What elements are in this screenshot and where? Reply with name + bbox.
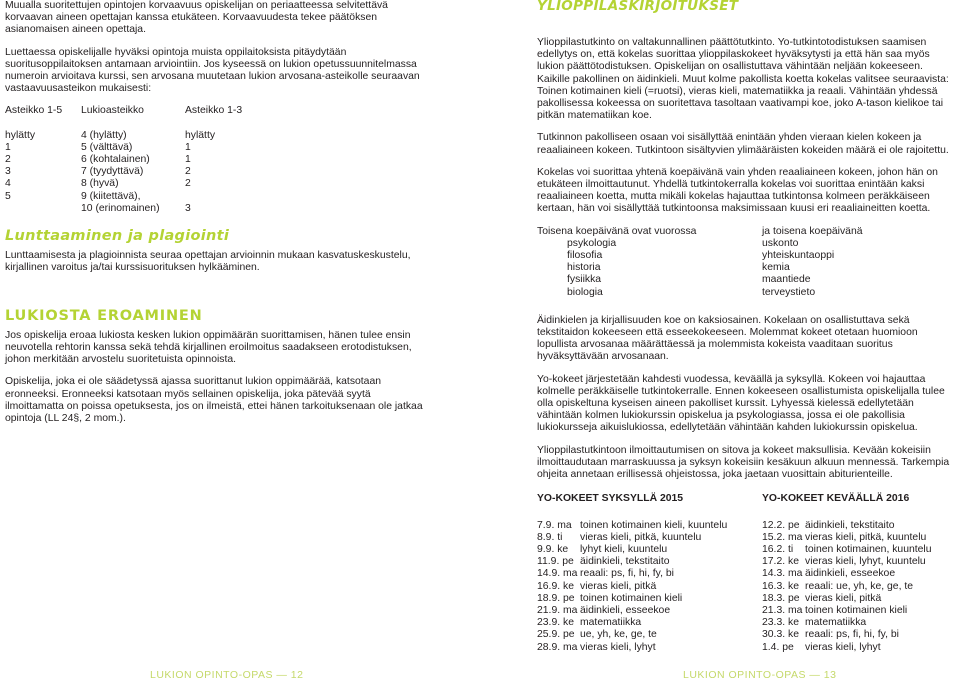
autumn-exam-row-cell: 9.9. ke [537, 543, 569, 555]
spring-exam-row-cell: matematiikka [805, 617, 867, 629]
subject-indent [537, 238, 567, 250]
autumn-exam-row [537, 642, 727, 654]
spring-exam-row [762, 556, 932, 568]
autumn-exam-row [537, 556, 727, 568]
autumn-exam-row-cell: toinen kotimainen kieli [580, 592, 683, 604]
grade-row [5, 154, 242, 166]
matriculation-paragraph-1: Ylioppilastutkinto on valtakunnallinen päättötutkinto. Yo-tutkintotodistuksen saamisen edellytys on, että kokelas suorittaa ylioppilaskokeet hyväksytysti ja että hän saa myös lukion päättötodistuksen. Opiskelijan on osallistuttava vähintään neljään kokeeseen. Kaikille pakollinen on äidinkieli. Muut kolme pakollista koetta kokelas valitsee seuraavista: Toinen kotimainen kieli (=ruotsi), vieras kieli, matematiikka ja reaali. Vähintään yhdessä pakollisessa kokeessa on suoritettava tasoltaan vaativampi koe, joko A-tason kielikoe tai pitkän matematiikan koe. [537, 37, 949, 122]
grade-row-cell: 9 (kiitettävä), [81, 190, 141, 202]
autumn-exam-row-cell: 23.9. ke [537, 617, 574, 629]
grade-row [5, 203, 242, 215]
autumn-exam-row-cell: äidinkieli, esseekoe [580, 604, 671, 616]
autumn-exam-row-cell: 11.9. pe [537, 556, 574, 568]
resign-paragraph-2: Opiskelija, joka ei ole säädetyssä ajassa suorittanut lukion oppimäärää, katsotaan eronneeksi. Eronneeksi katsotaan myös sellainen opiskelija, joka pätevää syytä ilmoittamatta on poissa opetuksesta, jos on ilmeistä, ettei hänen tarkoituksenaan ole jatkaa opintoja (LL 24§, 2 mom.). [5, 376, 423, 425]
subject-row [537, 287, 863, 299]
plagiarism-paragraph: Lunttaamisesta ja plagioinnista seuraa opettajan arvioinnin mukaan kasvatuskeskustelu, kirjallinen varoitus ja/tai kurssisuorituksen hylkääminen. [5, 250, 411, 274]
autumn-exam-row [537, 520, 727, 532]
grade-row-cell: 10 (erinomainen) [81, 202, 160, 214]
autumn-exam-row [537, 532, 727, 544]
spring-exam-row [762, 568, 932, 580]
subject-row [537, 274, 863, 286]
grade-table-header [5, 105, 242, 129]
matriculation-paragraph-2: Tutkinnon pakolliseen osaan voi sisällyttää enintään yhden vieraan kielen kokeen ja reaaliaineen kokeen. Tutkintoon sisältyvien ylimääräisten kokeiden määrä ei ole rajoitettu. [537, 132, 949, 156]
grade-row-cell: 2 [5, 154, 11, 166]
spring-exam-row-cell: toinen kotimainen, kuuntelu [805, 543, 932, 555]
subject-cell: psykologia [567, 237, 617, 249]
autumn-exam-row-cell: matematiikka [580, 617, 642, 629]
subject-cell: biologia [567, 286, 603, 298]
spring-exam-list [762, 520, 932, 654]
autumn-schedule [537, 493, 762, 653]
subject-indent [537, 274, 567, 286]
spring-schedule-title: YO-KOKEET KEVÄÄLLÄ 2016 [762, 493, 910, 505]
spring-exam-row-cell: vieras kieli, lyhyt [805, 641, 881, 653]
spring-exam-row-cell: vieras kieli, pitkä, kuuntelu [805, 531, 927, 543]
spring-exam-row [762, 581, 932, 593]
grade-row-cell: 2 [185, 166, 191, 178]
intro-paragraph-1: Muualla suoritettujen opintojen korvaavuus opiskelijan on periaatteessa selvitettävä korvaavan aineen opettajan kanssa etukäteen. Korvaavuudesta tekee päätöksen asianomaisen aineen opettaja. [5, 0, 388, 36]
grade-row-cell: 5 [5, 190, 11, 202]
spring-exam-row-cell: 14.3. ma [762, 568, 803, 580]
grade-row [5, 130, 242, 142]
autumn-exam-row-cell: 8.9. ti [537, 531, 563, 543]
subject-row [537, 250, 863, 262]
matriculation-paragraph-6: Ylioppilastutkintoon ilmoittautumisen on sitova ja kokeet maksullisia. Kevään kokeisiin ilmoittaudutaan marraskuussa ja syksyn kokeisiin kesäkuun alkuun mennessä. Tarkempia ohjeita annetaan erillisessä ohjeistossa, joka jaetaan vuosittain abiturienteille. [537, 444, 950, 481]
spring-exam-row-cell: 17.2. ke [762, 556, 799, 568]
grade-row-cell: 1 [185, 141, 191, 153]
autumn-exam-row-cell: toinen kotimainen kieli, kuuntelu [580, 519, 728, 531]
spring-exam-row-cell: äidinkieli, tekstitaito [805, 519, 895, 531]
autumn-exam-row [537, 629, 727, 641]
spring-exam-row [762, 544, 932, 556]
spring-exam-row [762, 605, 932, 617]
right-page [537, 37, 957, 654]
grade-row-cell: 8 (hyvä) [81, 178, 119, 190]
spring-exam-row-cell: 1.4. pe [762, 641, 794, 653]
subject-cell: maantiede [762, 274, 811, 286]
grade-header-cell: Lukioasteikko [81, 105, 144, 117]
autumn-exam-row-cell: 28.9. ma [537, 641, 578, 653]
grade-row-cell: 7 (tyydyttävä) [81, 166, 144, 178]
plagiarism-heading: Lunttaaminen ja plagiointi [5, 228, 230, 245]
spring-exam-row [762, 629, 932, 641]
resign-paragraph-1: Jos opiskelija eroaa lukiosta kesken lukion oppimäärän suorittamisen, hänen tulee ensin neuvotella rehtorin kanssa sekä tehdä kirjallinen eroilmoitus saadakseen erotodistuksen, johon merkitään arvostelu suoritetuista opinnoista. [5, 329, 412, 366]
subject-cell: terveystieto [762, 286, 816, 298]
spring-exam-row-cell: vieras kieli, pitkä [805, 592, 882, 604]
grade-row-cell: 4 (hylätty) [81, 129, 127, 141]
subject-cell: filosofia [567, 250, 603, 262]
spring-exam-row [762, 520, 932, 532]
grade-row-cell: 2 [185, 178, 191, 190]
grade-row-cell: 3 [185, 202, 191, 214]
spring-exam-row-cell: 12.2. pe [762, 519, 800, 531]
subject-intro-row [537, 226, 863, 238]
autumn-exam-row [537, 593, 727, 605]
grade-row-cell: hylätty [185, 129, 216, 141]
grade-table-body [5, 130, 242, 215]
grade-header-cell: Asteikko 1-5 [5, 105, 63, 117]
footer-right-page: LUKION OPINTO-OPAS — 13 [683, 669, 837, 681]
subject-indent [537, 262, 567, 274]
spring-exam-row-cell: 21.3. ma [762, 604, 803, 616]
subject-table-body [537, 238, 863, 299]
autumn-exam-row [537, 544, 727, 556]
autumn-exam-row-cell: 18.9. pe [537, 592, 575, 604]
spring-exam-row [762, 617, 932, 629]
spring-exam-row-cell: 16.3. ke [762, 580, 799, 592]
grade-row [5, 166, 242, 178]
spring-exam-row [762, 532, 932, 544]
autumn-exam-row [537, 581, 727, 593]
matriculation-paragraph-5: Yo-kokeet järjestetään kahdesti vuodessa, keväällä ja syksyllä. Kokeen voi hajauttaa kolmelle peräkkäiselle tutkintokerralle. Ennen kokeeseen osallistumista opiskelijalla tulee olla opiskeltuna kyseisen aineen pakolliset kurssit. Lyhyessä kielessä edellytetään vähintään kolmen lukiokurssin opiskelua ja psykologiassa, jossa ei ole pakollisia lukiokursseja aikuislukiossa, edellytetään vähintään kahden lukiokurssin opiskelua. [537, 373, 945, 434]
autumn-exam-list [537, 520, 727, 654]
grade-row-cell: 1 [5, 141, 11, 153]
matriculation-paragraph-3: Kokelas voi suorittaa yhtenä koepäivänä vain yhden reaaliaineen kokeen, johon hän on etukäteen ilmoittautunut. Yhdellä tutkintokerralla kokelas voi suorittaa enintään kaksi reaaliaineen koetta, mutta mikäli kokelas hajauttaa tutkintonsa kolmeen peräkkäiseen kertaan, hän voi sisällyttää tutkintoonsa maksimissaan kuusi eri reaaliaineitten koetta. [537, 166, 938, 215]
spring-exam-row-cell: 30.3. ke [762, 629, 799, 641]
autumn-exam-row-cell: äidinkieli, tekstitaito [580, 556, 670, 568]
subject-cell: uskonto [762, 237, 799, 249]
autumn-exam-row-cell: ue, yh, ke, ge, te [580, 629, 657, 641]
subject-table [537, 226, 863, 299]
autumn-exam-row-cell: lyhyt kieli, kuuntelu [580, 543, 668, 555]
intro-paragraph-2: Luettaessa opiskelijalle hyväksi opintoja muista oppilaitoksista pitäydytään suoritusoppilaitoksen antamaan arviointiin. Jos kyseessä on lukion opetussuunnitelmassa numeroin arvioitava kurssi, sen arvosana muutetaan lukion arvosana-asteikolle seuraavan vastaavuusasteikon mukaisesti: [5, 46, 420, 95]
autumn-exam-row-cell: vieras kieli, pitkä [580, 580, 657, 592]
matriculation-paragraph-4: Äidinkielen ja kirjallisuuden koe on kaksiosainen. Kokelaan on osallistuttava sekä tekstitaidon kokeeseen että esseekokeeseen. Molemmat kokeet otetaan huomioon lopullista arvosanaa määrättäessä ja molemmista kokeista vaaditaan suoritus hyväksyttävään arvosanaan. [537, 314, 918, 363]
matriculation-heading: YLIOPPILASKIRJOITUKSET [537, 0, 739, 14]
autumn-exam-row-cell: reaali: ps, fi, hi, fy, bi [580, 568, 674, 580]
grade-row-cell [185, 191, 242, 203]
grade-row-cell: 3 [5, 166, 11, 178]
autumn-exam-row-cell: 7.9. ma [537, 519, 572, 531]
subject-row [537, 238, 863, 250]
spring-exam-row [762, 642, 932, 654]
autumn-schedule-title: YO-KOKEET SYKSYLLÄ 2015 [537, 493, 684, 505]
spring-schedule [762, 493, 932, 653]
autumn-exam-row-cell: 25.9. pe [537, 629, 575, 641]
spring-exam-row-cell: äidinkieli, esseekoe [805, 568, 896, 580]
autumn-exam-row-cell: 21.9. ma [537, 604, 578, 616]
autumn-exam-row-cell: 16.9. ke [537, 580, 574, 592]
spring-exam-row-cell: 23.3. ke [762, 617, 799, 629]
spring-exam-row-cell: reaali: ps, fi, hi, fy, bi [805, 629, 899, 641]
autumn-exam-row-cell: vieras kieli, lyhyt [580, 641, 656, 653]
spring-exam-row-cell: 16.2. ti [762, 543, 794, 555]
spring-exam-row-cell: vieras kieli, lyhyt, kuuntelu [805, 556, 926, 568]
subject-cell: fysiikka [567, 274, 602, 286]
footer-left-page: LUKION OPINTO-OPAS — 12 [150, 669, 304, 681]
grade-header-cell: Asteikko 1-3 [185, 105, 243, 117]
subject-cell: historia [567, 262, 601, 274]
resign-heading: LUKIOSTA EROAMINEN [5, 307, 203, 324]
grade-row-cell: 6 (kohtalainen) [81, 154, 150, 166]
autumn-exam-row-cell: 14.9. ma [537, 568, 578, 580]
spring-exam-row-cell: 15.2. ma [762, 531, 803, 543]
grade-row-cell [5, 203, 81, 215]
grade-row-cell: 4 [5, 178, 11, 190]
grade-row-cell: 1 [185, 154, 191, 166]
spring-exam-row-cell: 18.3. pe [762, 592, 800, 604]
subject-intro-left: Toisena koepäivänä ovat vuorossa [537, 225, 697, 237]
grade-row-cell: 5 (välttävä) [81, 141, 133, 153]
subject-cell: kemia [762, 262, 790, 274]
autumn-exam-row-cell: vieras kieli, pitkä, kuuntelu [580, 531, 702, 543]
grade-row-cell: hylätty [5, 129, 36, 141]
autumn-exam-row [537, 568, 727, 580]
subject-indent [537, 287, 567, 299]
grade-row [5, 142, 242, 154]
subject-indent [537, 250, 567, 262]
spring-exam-row-cell: reaali: ue, yh, ke, ge, te [805, 580, 914, 592]
exam-schedules [537, 493, 957, 653]
autumn-exam-row [537, 617, 727, 629]
left-page [5, 0, 430, 425]
grade-row [5, 178, 242, 190]
grade-conversion-table [5, 105, 242, 215]
autumn-exam-row [537, 605, 727, 617]
subject-row [537, 262, 863, 274]
grade-row [5, 191, 242, 203]
subject-cell: yhteiskuntaoppi [762, 250, 835, 262]
spring-exam-row-cell: toinen kotimainen kieli [805, 604, 908, 616]
spring-exam-row [762, 593, 932, 605]
subject-intro-right: ja toisena koepäivänä [762, 225, 863, 237]
